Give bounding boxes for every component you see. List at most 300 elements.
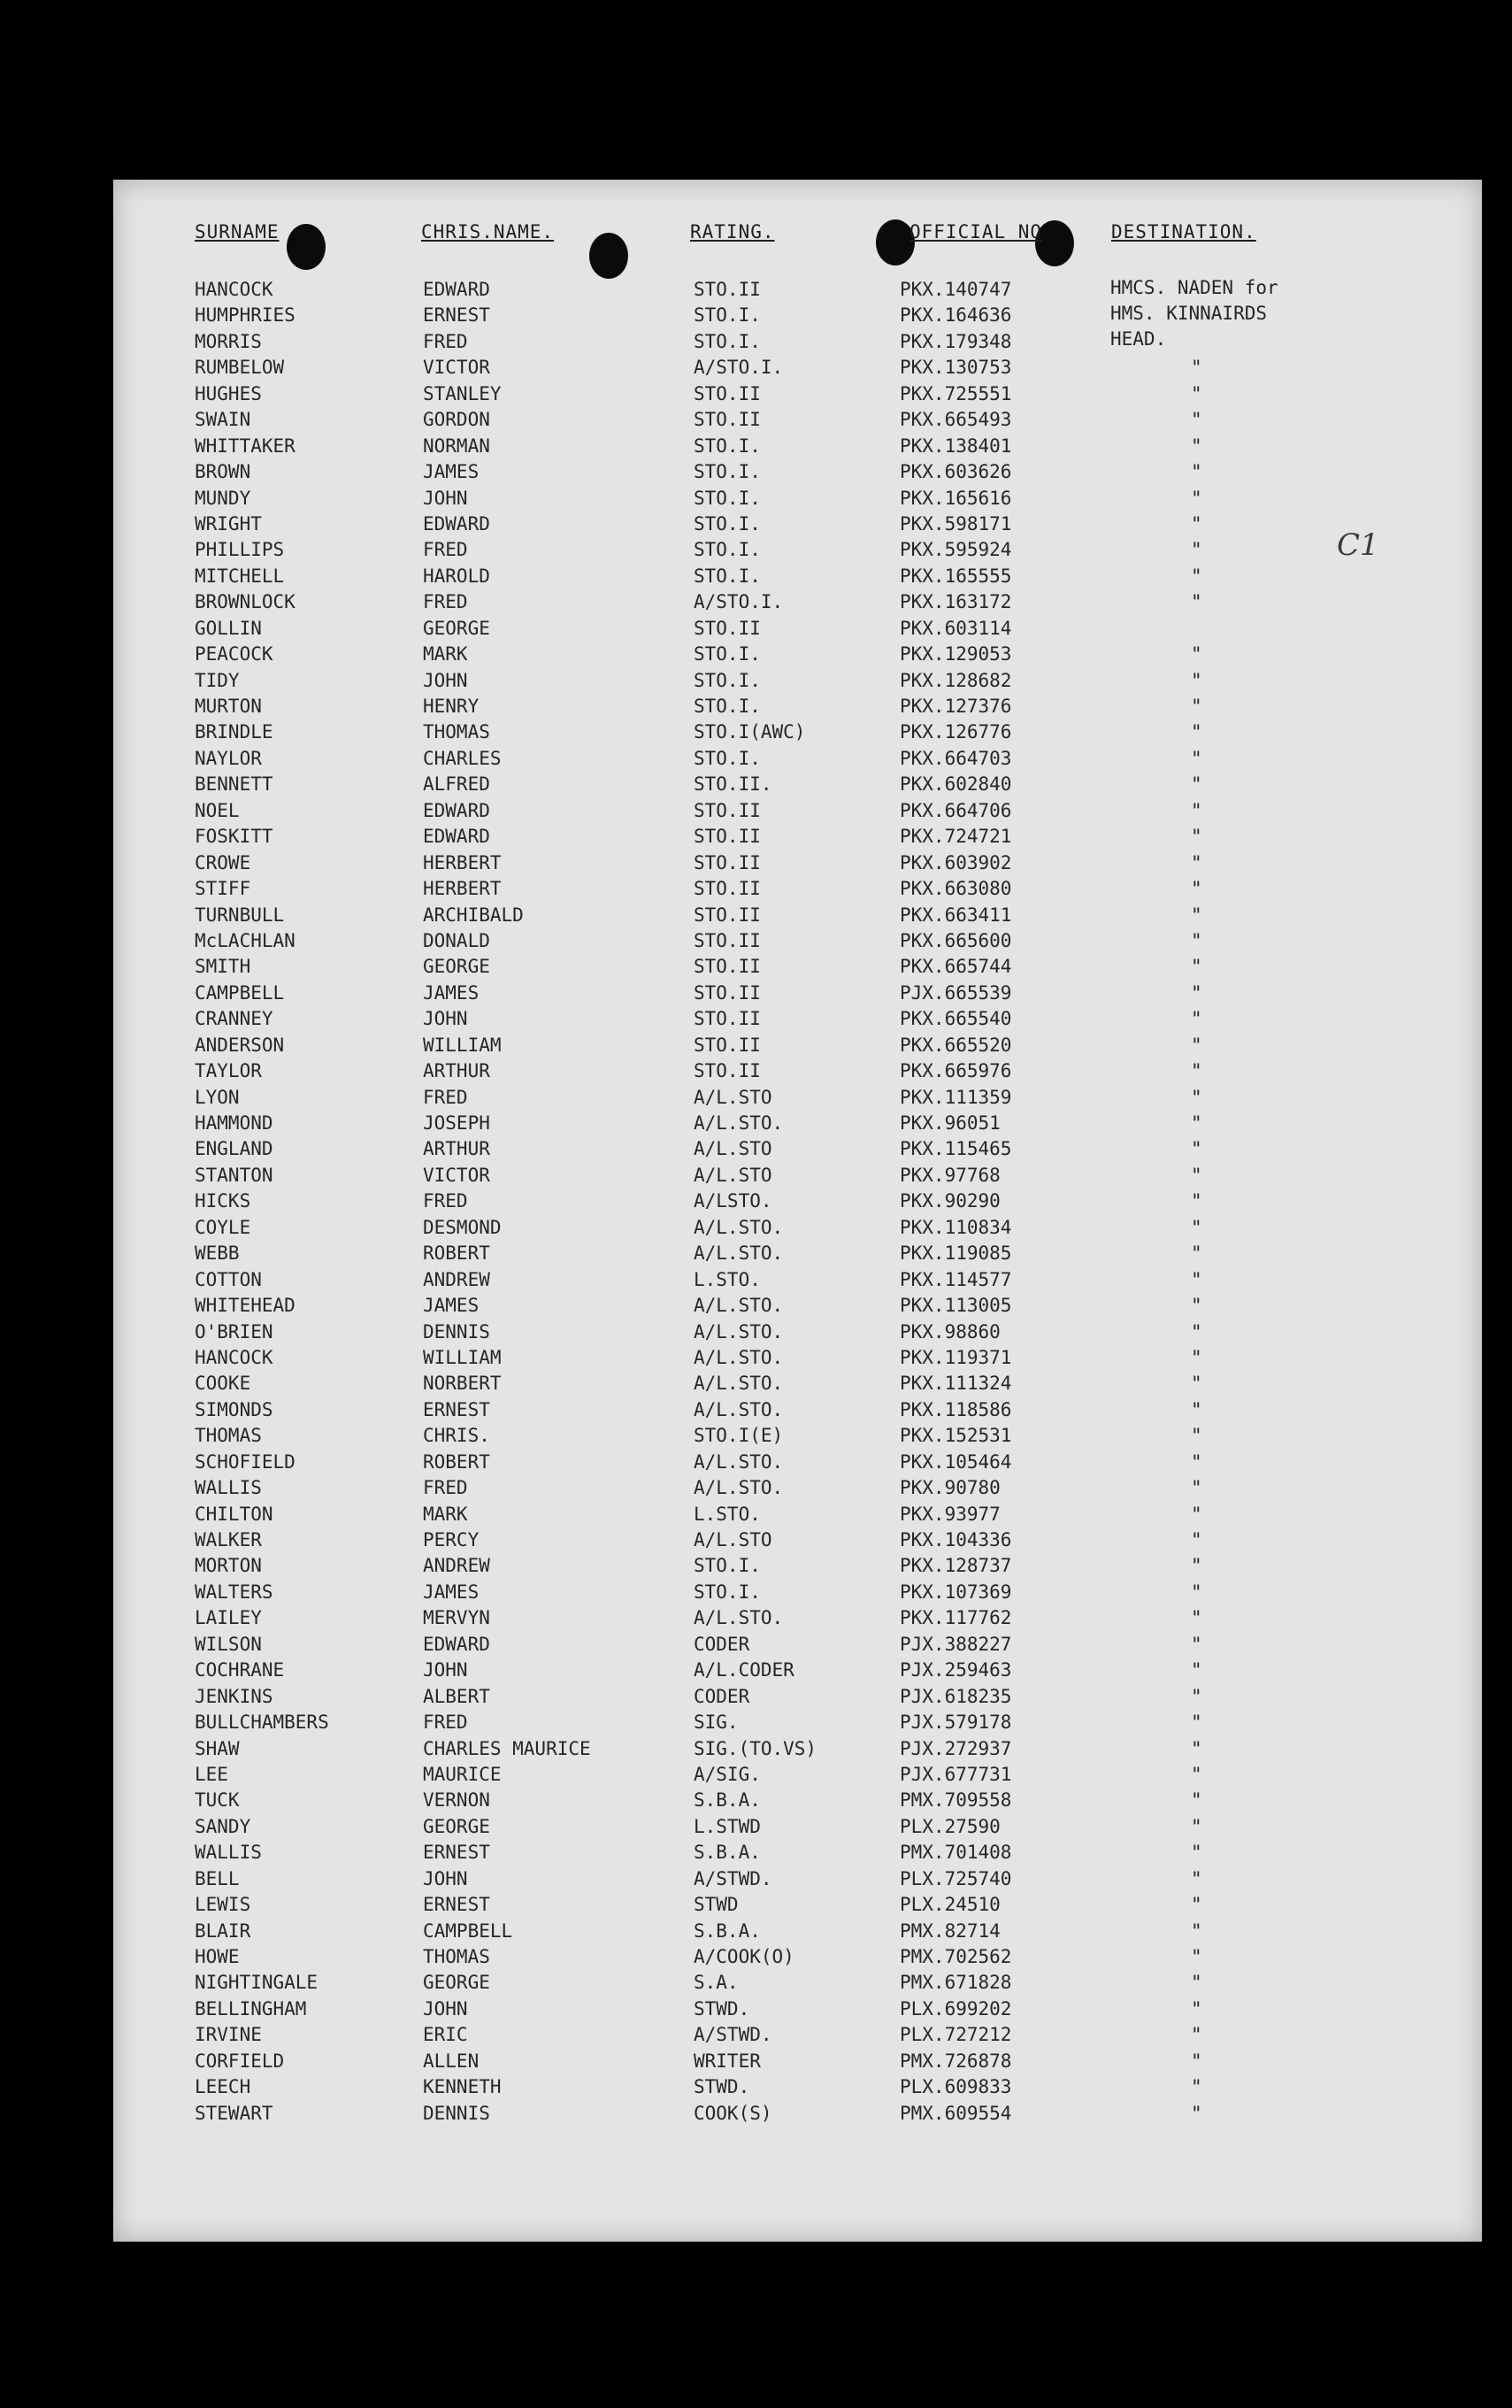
document-page bbox=[113, 180, 1482, 2242]
table-row bbox=[113, 826, 1482, 851]
surname-cell: STANTON bbox=[195, 1164, 273, 1186]
official-no-cell: PKX.114577 bbox=[900, 1268, 1012, 1290]
destination-cell: " bbox=[1191, 878, 1202, 900]
surname-cell: BROWNLOCK bbox=[195, 591, 295, 613]
rating-cell: STO.II bbox=[694, 617, 761, 639]
surname-cell: WALKER bbox=[195, 1529, 262, 1550]
chris-name-cell: JOHN bbox=[423, 1008, 468, 1030]
destination-cell: " bbox=[1191, 1008, 1202, 1030]
header-chris-name: CHRIS.NAME. bbox=[421, 221, 555, 242]
chris-name-cell: FRED bbox=[423, 1712, 468, 1734]
surname-cell: NIGHTINGALE bbox=[195, 1972, 319, 1994]
official-no-cell: PKX.127376 bbox=[900, 696, 1012, 717]
destination-cell: " bbox=[1191, 1815, 1202, 1837]
table-row bbox=[113, 800, 1482, 826]
surname-cell: SIMONDS bbox=[195, 1398, 273, 1420]
chris-name-cell: CHRIS. bbox=[423, 1425, 490, 1447]
rating-cell: A/L.STO. bbox=[694, 1607, 784, 1629]
official-no-cell: PKX.119085 bbox=[900, 1242, 1012, 1265]
chris-name-cell: FRED bbox=[423, 330, 468, 352]
official-no-cell: PKX.595924 bbox=[900, 539, 1012, 561]
destination-cell: " bbox=[1191, 1842, 1202, 1864]
table-row bbox=[113, 1425, 1482, 1450]
surname-cell: ANDERSON bbox=[195, 1034, 285, 1056]
surname-cell: MORRIS bbox=[195, 330, 262, 352]
official-no-cell: PJX.388227 bbox=[900, 1633, 1012, 1655]
chris-name-cell: FRED bbox=[423, 1477, 468, 1499]
rating-cell: L.STO. bbox=[694, 1503, 761, 1525]
destination-cell: " bbox=[1191, 2024, 1202, 2046]
official-no-cell: PKX.128737 bbox=[900, 1555, 1012, 1577]
surname-cell: McLACHLAN bbox=[195, 929, 295, 951]
destination-cell: " bbox=[1191, 1295, 1202, 1317]
destination-cell: " bbox=[1191, 826, 1202, 848]
chris-name-cell: CAMPBELL bbox=[423, 1919, 513, 1942]
chris-name-cell: ERNEST bbox=[423, 304, 490, 327]
destination-cell: " bbox=[1191, 2050, 1202, 2072]
destination-cell: " bbox=[1191, 1503, 1202, 1525]
rating-cell: STO.II bbox=[694, 929, 761, 951]
surname-cell: WHITTAKER bbox=[195, 435, 295, 457]
chris-name-cell: EDWARD bbox=[423, 279, 490, 300]
destination-cell: " bbox=[1191, 1894, 1202, 1916]
surname-cell: SMITH bbox=[195, 956, 251, 978]
official-no-cell: PKX.111359 bbox=[900, 1086, 1012, 1108]
table-row bbox=[113, 930, 1482, 956]
chris-name-cell: EDWARD bbox=[423, 1633, 490, 1655]
table-row bbox=[113, 1607, 1482, 1633]
rating-cell: STO.II. bbox=[694, 773, 772, 796]
destination-cell: " bbox=[1191, 669, 1202, 691]
chris-name-cell: JAMES bbox=[423, 461, 480, 483]
table-row bbox=[113, 1399, 1482, 1425]
table-row bbox=[113, 1946, 1482, 1972]
destination-cell: " bbox=[1191, 1529, 1202, 1550]
surname-cell: LEECH bbox=[195, 2076, 251, 2098]
official-no-cell: PKX.165555 bbox=[900, 565, 1012, 587]
surname-cell: MURTON bbox=[195, 696, 262, 717]
official-no-cell: PKX.663411 bbox=[900, 904, 1012, 926]
surname-cell: BELLINGHAM bbox=[195, 1997, 307, 2019]
rating-cell: CODER bbox=[694, 1633, 750, 1655]
destination-cell: " bbox=[1191, 409, 1202, 431]
surname-cell: TURNBULL bbox=[195, 904, 285, 926]
table-row bbox=[113, 2024, 1482, 2050]
header-destination: DESTINATION. bbox=[1111, 221, 1256, 242]
chris-name-cell: JOHN bbox=[423, 487, 468, 509]
rating-cell: A/SIG. bbox=[694, 1763, 761, 1785]
surname-cell: HUMPHRIES bbox=[195, 304, 295, 327]
destination-cell: " bbox=[1191, 1320, 1202, 1342]
rating-cell: A/L.STO. bbox=[694, 1477, 784, 1499]
destination-cell: " bbox=[1191, 1477, 1202, 1499]
rating-cell: STWD. bbox=[694, 2076, 750, 2098]
chris-name-cell: VERNON bbox=[423, 1789, 490, 1812]
rating-cell: STO.I. bbox=[694, 1581, 761, 1603]
chris-name-cell: ERIC bbox=[423, 2024, 468, 2046]
destination-cell: " bbox=[1191, 1737, 1202, 1759]
surname-cell: WHITEHEAD bbox=[195, 1295, 295, 1317]
table-row bbox=[113, 1816, 1482, 1842]
chris-name-cell: KENNETH bbox=[423, 2076, 502, 2098]
rating-cell: STWD. bbox=[694, 1997, 750, 2019]
rating-cell: STO.II bbox=[694, 956, 761, 978]
destination-cell: " bbox=[1191, 591, 1202, 613]
chris-name-cell: ARTHUR bbox=[423, 1138, 490, 1160]
rating-cell: A/STWD. bbox=[694, 2024, 772, 2046]
rating-cell: STO.II bbox=[694, 1060, 761, 1082]
rating-cell: STO.II bbox=[694, 904, 761, 926]
official-no-cell: PMX.702562 bbox=[900, 1946, 1012, 1967]
table-row bbox=[113, 748, 1482, 773]
chris-name-cell: HENRY bbox=[423, 696, 480, 717]
surname-cell: HICKS bbox=[195, 1190, 251, 1212]
destination-cell: " bbox=[1191, 1190, 1202, 1212]
rating-cell: STO.I. bbox=[694, 304, 761, 327]
table-row bbox=[113, 409, 1482, 435]
destination-cell: " bbox=[1191, 1946, 1202, 1967]
chris-name-cell: EDWARD bbox=[423, 512, 490, 535]
table-row bbox=[113, 618, 1482, 643]
rating-cell: STO.I. bbox=[694, 669, 761, 691]
surname-cell: NOEL bbox=[195, 799, 240, 821]
table-row bbox=[113, 956, 1482, 981]
chris-name-cell: JOHN bbox=[423, 1659, 468, 1681]
surname-cell: HAMMOND bbox=[195, 1112, 273, 1134]
table-row bbox=[113, 2103, 1482, 2128]
chris-name-cell: GEORGE bbox=[423, 1815, 490, 1837]
official-no-cell: PKX.603626 bbox=[900, 461, 1012, 483]
official-no-cell: PKX.665744 bbox=[900, 956, 1012, 978]
table-row bbox=[113, 1060, 1482, 1086]
destination-cell: " bbox=[1191, 904, 1202, 926]
table-row bbox=[113, 1686, 1482, 1712]
table-row bbox=[113, 904, 1482, 930]
chris-name-cell: GEORGE bbox=[423, 1972, 490, 1994]
rating-cell: A/L.STO bbox=[694, 1138, 772, 1160]
rating-cell: STO.I. bbox=[694, 435, 761, 457]
surname-cell: RUMBELOW bbox=[195, 357, 285, 379]
rating-cell: STO.II bbox=[694, 799, 761, 821]
surname-cell: FOSKITT bbox=[195, 826, 273, 848]
rating-cell: STO.I. bbox=[694, 696, 761, 717]
official-no-cell: PKX.724721 bbox=[900, 826, 1012, 848]
chris-name-cell: ROBERT bbox=[423, 1242, 490, 1265]
official-no-cell: PKX.113005 bbox=[900, 1295, 1012, 1317]
table-row bbox=[113, 1451, 1482, 1477]
table-row bbox=[113, 1634, 1482, 1659]
official-no-cell: PKX.665600 bbox=[900, 929, 1012, 951]
destination-cell: " bbox=[1191, 382, 1202, 404]
table-row bbox=[113, 1504, 1482, 1529]
destination-cell: " bbox=[1191, 1450, 1202, 1473]
official-no-cell: PKX.129053 bbox=[900, 643, 1012, 665]
surname-cell: BRINDLE bbox=[195, 721, 273, 743]
chris-name-cell: MARK bbox=[423, 643, 468, 665]
official-no-cell: PJX.677731 bbox=[900, 1763, 1012, 1785]
official-no-cell: PKX.126776 bbox=[900, 721, 1012, 743]
destination-cell: " bbox=[1191, 2076, 1202, 2098]
destination-cell: " bbox=[1191, 357, 1202, 379]
surname-cell: LEE bbox=[195, 1763, 228, 1785]
surname-cell: SWAIN bbox=[195, 409, 251, 431]
official-no-cell: PKX.665540 bbox=[900, 1008, 1012, 1030]
table-row bbox=[113, 1008, 1482, 1034]
rating-cell: STO.I. bbox=[694, 461, 761, 483]
official-no-cell: PJX.259463 bbox=[900, 1659, 1012, 1681]
chris-name-cell: FRED bbox=[423, 591, 468, 613]
table-row bbox=[113, 1581, 1482, 1607]
chris-name-cell: MAURICE bbox=[423, 1763, 502, 1785]
official-no-cell: PKX.104336 bbox=[900, 1529, 1012, 1550]
official-no-cell: PKX.664706 bbox=[900, 799, 1012, 821]
rating-cell: A/L.STO. bbox=[694, 1450, 784, 1473]
table-row bbox=[113, 1190, 1482, 1216]
official-no-cell: PKX.665976 bbox=[900, 1060, 1012, 1082]
official-no-cell: PJX.579178 bbox=[900, 1712, 1012, 1734]
table-row bbox=[113, 1112, 1482, 1138]
chris-name-cell: CHARLES bbox=[423, 747, 502, 769]
chris-name-cell: HERBERT bbox=[423, 851, 502, 873]
table-row bbox=[113, 1842, 1482, 1867]
header-rating: RATING. bbox=[690, 221, 775, 242]
rating-cell: COOK(S) bbox=[694, 2102, 772, 2124]
rating-cell: L.STWD bbox=[694, 1815, 761, 1837]
header-official-no: OFFICIAL NO bbox=[910, 221, 1043, 242]
chris-name-cell: EDWARD bbox=[423, 799, 490, 821]
table-row bbox=[113, 1373, 1482, 1398]
rating-cell: STO.II bbox=[694, 382, 761, 404]
surname-cell: HOWE bbox=[195, 1946, 240, 1967]
chris-name-cell: ALFRED bbox=[423, 773, 490, 796]
table-row bbox=[113, 1347, 1482, 1373]
official-no-cell: PKX.90290 bbox=[900, 1190, 1001, 1212]
surname-cell: BELL bbox=[195, 1867, 240, 1889]
official-no-cell: PLX.27590 bbox=[900, 1815, 1001, 1837]
rating-cell: STO.I. bbox=[694, 487, 761, 509]
table-row bbox=[113, 1242, 1482, 1268]
surname-cell: COOKE bbox=[195, 1373, 251, 1395]
destination-cell: " bbox=[1191, 1346, 1202, 1368]
official-no-cell: PMX.671828 bbox=[900, 1972, 1012, 1994]
chris-name-cell: JOHN bbox=[423, 1997, 468, 2019]
chris-name-cell: GORDON bbox=[423, 409, 490, 431]
table-row bbox=[113, 513, 1482, 539]
surname-cell: MUNDY bbox=[195, 487, 251, 509]
official-no-cell: PKX.97768 bbox=[900, 1164, 1001, 1186]
table-row bbox=[113, 383, 1482, 409]
rating-cell: A/LSTO. bbox=[694, 1190, 772, 1212]
official-no-cell: PKX.90780 bbox=[900, 1477, 1001, 1499]
chris-name-cell: WILLIAM bbox=[423, 1034, 502, 1056]
official-no-cell: PMX.709558 bbox=[900, 1789, 1012, 1812]
official-no-cell: PKX.130753 bbox=[900, 357, 1012, 379]
surname-cell: HANCOCK bbox=[195, 279, 273, 300]
official-no-cell: PKX.665493 bbox=[900, 409, 1012, 431]
table-row bbox=[113, 878, 1482, 904]
destination-cell: " bbox=[1191, 539, 1202, 561]
surname-cell: HUGHES bbox=[195, 382, 262, 404]
official-no-cell: PKX.105464 bbox=[900, 1450, 1012, 1473]
destination-cell: " bbox=[1191, 1164, 1202, 1186]
official-no-cell: PKX.164636 bbox=[900, 304, 1012, 327]
chris-name-cell: MERVYN bbox=[423, 1607, 490, 1629]
destination-cell: " bbox=[1191, 1607, 1202, 1629]
destination-cell: " bbox=[1191, 799, 1202, 821]
table-row bbox=[113, 1477, 1482, 1503]
rating-cell: STO.II bbox=[694, 981, 761, 1004]
table-row bbox=[113, 1764, 1482, 1789]
chris-name-cell: GEORGE bbox=[423, 617, 490, 639]
destination-cell: " bbox=[1191, 487, 1202, 509]
destination-cell: " bbox=[1191, 1138, 1202, 1160]
rating-cell: STO.I. bbox=[694, 643, 761, 665]
destination-cell: " bbox=[1191, 1242, 1202, 1265]
official-no-cell: PKX.602840 bbox=[900, 773, 1012, 796]
official-no-cell: PKX.98860 bbox=[900, 1320, 1001, 1342]
surname-cell: WALTERS bbox=[195, 1581, 273, 1603]
official-no-cell: PKX.128682 bbox=[900, 669, 1012, 691]
surname-cell: CHILTON bbox=[195, 1503, 273, 1525]
surname-cell: JENKINS bbox=[195, 1685, 273, 1707]
rating-cell: A/L.STO. bbox=[694, 1242, 784, 1265]
surname-cell: WALLIS bbox=[195, 1842, 262, 1864]
surname-cell: IRVINE bbox=[195, 2024, 262, 2046]
surname-cell: LAILEY bbox=[195, 1607, 262, 1629]
table-row bbox=[113, 1972, 1482, 1997]
table-row bbox=[113, 773, 1482, 799]
surname-cell: ENGLAND bbox=[195, 1138, 273, 1160]
chris-name-cell: MARK bbox=[423, 1503, 468, 1525]
surname-cell: TUCK bbox=[195, 1789, 240, 1812]
chris-name-cell: DESMOND bbox=[423, 1216, 502, 1238]
official-no-cell: PJX.665539 bbox=[900, 981, 1012, 1004]
chris-name-cell: JAMES bbox=[423, 981, 480, 1004]
official-no-cell: PJX.618235 bbox=[900, 1685, 1012, 1707]
destination-cell: " bbox=[1191, 1789, 1202, 1812]
surname-cell: WALLIS bbox=[195, 1477, 262, 1499]
official-no-cell: PLX.699202 bbox=[900, 1997, 1012, 2019]
table-row bbox=[113, 852, 1482, 878]
surname-cell: THOMAS bbox=[195, 1425, 262, 1447]
table-row bbox=[113, 1165, 1482, 1190]
destination-cell: " bbox=[1191, 1659, 1202, 1681]
official-no-cell: PKX.725551 bbox=[900, 382, 1012, 404]
official-no-cell: PKX.603114 bbox=[900, 617, 1012, 639]
destination-cell: " bbox=[1191, 1425, 1202, 1447]
surname-cell: TAYLOR bbox=[195, 1060, 262, 1082]
rating-cell: S.B.A. bbox=[694, 1919, 761, 1942]
rating-cell: STWD bbox=[694, 1894, 739, 1916]
official-no-cell: PLX.609833 bbox=[900, 2076, 1012, 2098]
table-row bbox=[113, 1087, 1482, 1112]
chris-name-cell: VICTOR bbox=[423, 1164, 490, 1186]
rating-cell: STO.I. bbox=[694, 330, 761, 352]
destination-cell: " bbox=[1191, 1712, 1202, 1734]
official-no-cell: PMX.726878 bbox=[900, 2050, 1012, 2072]
chris-name-cell: HAROLD bbox=[423, 565, 490, 587]
destination-note: HMCS. NADEN for HMS. KINNAIRDS HEAD. bbox=[1110, 277, 1278, 350]
rating-cell: STO.II bbox=[694, 878, 761, 900]
chris-name-cell: ERNEST bbox=[423, 1894, 490, 1916]
table-row bbox=[113, 591, 1482, 617]
rating-cell: STO.I. bbox=[694, 1555, 761, 1577]
chris-name-cell: PERCY bbox=[423, 1529, 480, 1550]
chris-name-cell: DONALD bbox=[423, 929, 490, 951]
destination-cell: " bbox=[1191, 721, 1202, 743]
official-no-cell: PKX.118586 bbox=[900, 1398, 1012, 1420]
rating-cell: S.A. bbox=[694, 1972, 739, 1994]
chris-name-cell: ALBERT bbox=[423, 1685, 490, 1707]
rating-cell: A/L.STO. bbox=[694, 1112, 784, 1134]
table-row bbox=[113, 565, 1482, 591]
table-row bbox=[113, 461, 1482, 487]
destination-cell: " bbox=[1191, 1997, 1202, 2019]
table-row bbox=[113, 539, 1482, 565]
official-no-cell: PKX.138401 bbox=[900, 435, 1012, 457]
rating-cell: S.B.A. bbox=[694, 1842, 761, 1864]
rating-cell: STO.II bbox=[694, 409, 761, 431]
destination-cell: " bbox=[1191, 435, 1202, 457]
destination-cell: " bbox=[1191, 1034, 1202, 1056]
rating-cell: A/L.STO. bbox=[694, 1320, 784, 1342]
table-row bbox=[113, 1712, 1482, 1737]
destination-cell: " bbox=[1191, 1112, 1202, 1134]
table-row bbox=[113, 488, 1482, 513]
chris-name-cell: JOHN bbox=[423, 669, 468, 691]
rating-cell: A/STO.I. bbox=[694, 591, 784, 613]
table-row bbox=[113, 2050, 1482, 2076]
destination-cell: " bbox=[1191, 1555, 1202, 1577]
chris-name-cell: STANLEY bbox=[423, 382, 502, 404]
destination-cell: " bbox=[1191, 1373, 1202, 1395]
chris-name-cell: ALLEN bbox=[423, 2050, 480, 2072]
rating-cell: A/L.CODER bbox=[694, 1659, 794, 1681]
rating-cell: STO.I(AWC) bbox=[694, 721, 806, 743]
chris-name-cell: WILLIAM bbox=[423, 1346, 502, 1368]
surname-cell: BROWN bbox=[195, 461, 251, 483]
surname-cell: CORFIELD bbox=[195, 2050, 285, 2072]
destination-cell: " bbox=[1191, 851, 1202, 873]
destination-cell: " bbox=[1191, 1919, 1202, 1942]
rating-cell: STO.I. bbox=[694, 747, 761, 769]
table-row bbox=[113, 982, 1482, 1008]
rating-cell: STO.I. bbox=[694, 539, 761, 561]
surname-cell: NAYLOR bbox=[195, 747, 262, 769]
surname-cell: LYON bbox=[195, 1086, 240, 1108]
chris-name-cell: JAMES bbox=[423, 1295, 480, 1317]
rating-cell: SIG. bbox=[694, 1712, 739, 1734]
table-row bbox=[113, 2076, 1482, 2102]
rating-cell: A/L.STO. bbox=[694, 1398, 784, 1420]
rating-cell: CODER bbox=[694, 1685, 750, 1707]
official-no-cell: PKX.107369 bbox=[900, 1581, 1012, 1603]
official-no-cell: PKX.163172 bbox=[900, 591, 1012, 613]
official-no-cell: PKX.665520 bbox=[900, 1034, 1012, 1056]
surname-cell: GOLLIN bbox=[195, 617, 262, 639]
official-no-cell: PKX.152531 bbox=[900, 1425, 1012, 1447]
rating-cell: STO.I. bbox=[694, 512, 761, 535]
surname-cell: MITCHELL bbox=[195, 565, 285, 587]
surname-cell: COYLE bbox=[195, 1216, 251, 1238]
chris-name-cell: ROBERT bbox=[423, 1450, 490, 1473]
rating-cell: A/L.STO. bbox=[694, 1373, 784, 1395]
destination-cell: " bbox=[1191, 1867, 1202, 1889]
punch-hole bbox=[287, 224, 326, 270]
chris-name-cell: JOSEPH bbox=[423, 1112, 490, 1134]
surname-cell: BENNETT bbox=[195, 773, 273, 796]
official-no-cell: PKX.96051 bbox=[900, 1112, 1001, 1134]
